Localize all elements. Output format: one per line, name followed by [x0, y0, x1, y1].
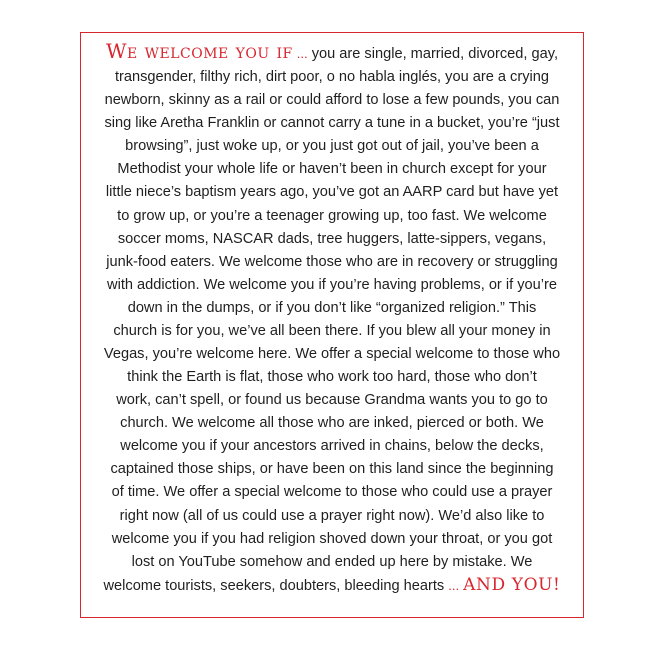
line-1 [84, 40, 580, 66]
body-line: lost on YouTube somehow and ended up here by mistake. We [131, 553, 533, 570]
body-line: to grow up, or you’re a teenager growing up, too fast. We welcome [117, 207, 547, 224]
welcome-statement [84, 40, 580, 598]
body-line: welcome you if your ancestors arrived in chains, below the decks, [120, 438, 544, 455]
body-line: junk-food eaters. We welcome those who are in recovery or struggling [106, 253, 558, 270]
body-line: with addiction. We welcome you if you’re having problems, or if you’re [107, 276, 557, 293]
closing-ellipsis: ... [448, 577, 460, 593]
body-line: newborn, skinny as a rail or could afford to lose a few pounds, you can [104, 92, 560, 109]
body-line: think the Earth is flat, those who work too hard, those who don’t [127, 369, 537, 386]
body-line: sing like Aretha Franklin or cannot carry a tune in a bucket, you’re “just [104, 115, 560, 132]
final-line [84, 574, 580, 598]
body-line: right now (all of us could use a prayer right now). We’d also like to [119, 507, 545, 524]
body-line: captained those ships, or have been on this land since the beginning [110, 461, 554, 478]
body-line: work, can’t spell, or found us because Grandma wants you to go to [116, 392, 548, 409]
closing-tail: AND YOU! [463, 574, 561, 595]
body-line: Methodist your whole life or haven’t been in church except for your [117, 161, 547, 178]
body-line: Vegas, you’re welcome here. We offer a special welcome to those who [103, 346, 561, 363]
body-line: you are single, married, divorced, gay, [311, 46, 559, 62]
body-line: little niece’s baptism years ago, you’ve got an AARP card but have yet [105, 184, 559, 201]
body-line: browsing”, just woke up, or you just got out of jail, you’ve been a [125, 138, 539, 155]
heading-lead: We welcome you if [105, 39, 293, 63]
heading-ellipsis: ... [296, 46, 308, 61]
body-line: transgender, filthy rich, dirt poor, o no habla inglés, you are a crying [114, 69, 549, 86]
body-line: welcome you if you had religion shoved down your throat, or you got [111, 530, 553, 547]
body-line: church. We welcome all those who are inked, pierced or both. We [120, 415, 544, 432]
body-line: welcome tourists, seekers, doubters, bleeding hearts [103, 577, 445, 594]
body-line: of time. We offer a special welcome to those who could use a prayer [111, 484, 553, 501]
body-line: soccer moms, NASCAR dads, tree huggers, latte-sippers, vegans, [117, 230, 547, 247]
body-line: church is for you, we’ve all been there. If you blew all your money in [113, 322, 551, 339]
body-line: down in the dumps, or if you don’t like “organized religion.” This [127, 299, 537, 316]
